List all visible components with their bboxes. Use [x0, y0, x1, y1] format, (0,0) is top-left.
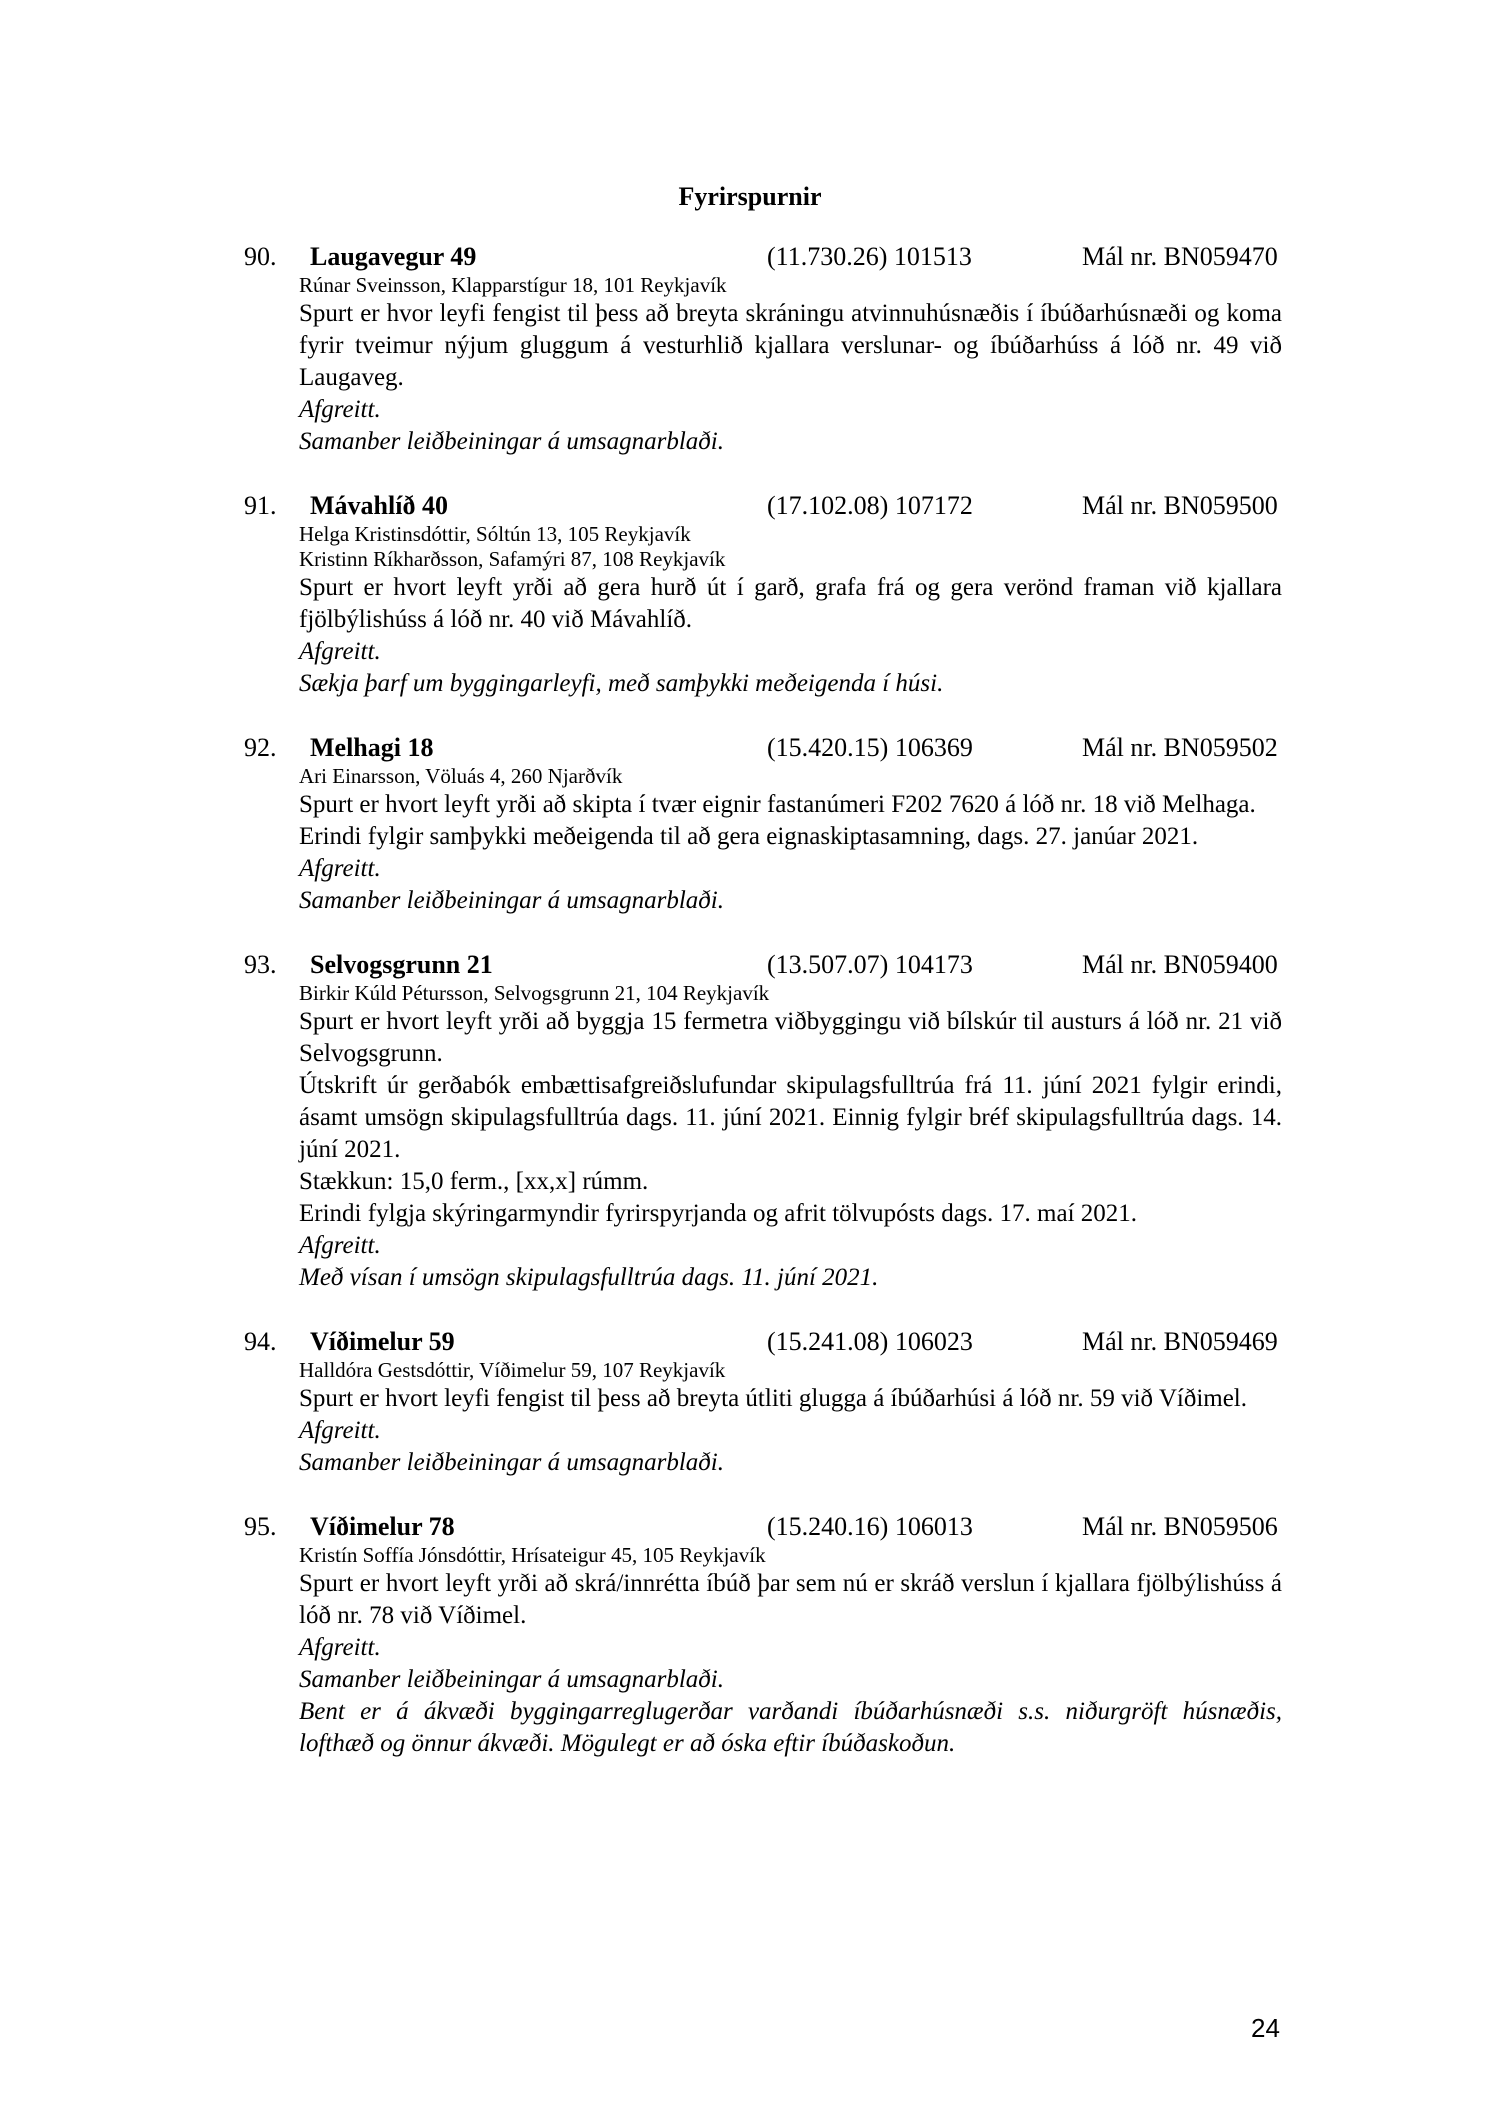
description-text: Útskrift úr gerðabók embættisafgreiðslufundar skipulagsfulltrúa frá 11. júní 2021 fylgir erindi, ásamt umsögn skipulagsfulltrúa dags. 11. júní 2021. Einnig fylgir bréf skipulagsfulltrúa dags. 14. júní 2021.: [299, 1072, 1282, 1163]
case-address: Laugavegur 49: [310, 242, 477, 271]
case-number: 95.: [244, 1512, 277, 1541]
decision-text: Bent er á ákvæði byggingarreglugerðar varðandi íbúðarhúsnæði s.s. niðurgröft húsnæðis, lofthæð og önnur ákvæði. Mögulegt er að óska eftir íbúðaskoðun.: [299, 1698, 1282, 1757]
decision-text: Samanber leiðbeiningar á umsagnarblaði.: [299, 887, 724, 914]
applicant-line: Rúnar Sveinsson, Klapparstígur 18, 101 Reykjavík: [299, 273, 727, 297]
case-header: [0, 489, 1500, 522]
decision-text: Afgreitt.: [299, 1634, 381, 1661]
case-reference: Mál nr. BN059502: [1082, 733, 1278, 762]
case-number: 92.: [244, 733, 277, 762]
description-text: Stækkun: 15,0 ferm., [xx,x] rúmm.: [299, 1168, 649, 1195]
description-text: Spurt er hvort leyft yrði að byggja 15 fermetra viðbyggingu við bílskúr til austurs á lóð nr. 21 við Selvogsgrunn.: [299, 1008, 1282, 1067]
description-text: Spurt er hvort leyft yrði að skrá/innrétta íbúð þar sem nú er skráð verslun í kjallara fjölbýlishúss á lóð nr. 78 við Víðimel.: [299, 1570, 1282, 1629]
applicant-line: Helga Kristinsdóttir, Sóltún 13, 105 Reykjavík: [299, 522, 691, 546]
description-text: Spurt er hvor leyfi fengist til þess að breyta skráningu atvinnuhúsnæðis í íbúðarhúsnæði og koma fyrir tveimur nýjum gluggum á vesturhlið kjallara verslunar- og íbúðarhúss á lóð nr. 49 við Laugaveg.: [299, 300, 1282, 391]
case-reference: Mál nr. BN059469: [1082, 1327, 1278, 1356]
case-header: [0, 240, 1500, 273]
case-entry: [0, 240, 1500, 458]
case-number: 91.: [244, 491, 277, 520]
case-header: [0, 1325, 1500, 1358]
decision-text: Samanber leiðbeiningar á umsagnarblaði.: [299, 1449, 724, 1476]
case-lot-id: (15.241.08) 106023: [767, 1327, 973, 1356]
case-body: [299, 1543, 1282, 1760]
description-text: Spurt er hvort leyft yrði að skipta í tvær eignir fastanúmeri F202 7620 á lóð nr. 18 við Melhaga.: [299, 791, 1256, 818]
case-entry: [0, 1325, 1500, 1479]
case-lot-id: (15.240.16) 106013: [767, 1512, 973, 1541]
decision-text: Afgreitt.: [299, 1417, 381, 1444]
case-reference: Mál nr. BN059506: [1082, 1512, 1278, 1541]
case-address: Víðimelur 78: [310, 1512, 455, 1541]
case-body: [299, 1358, 1282, 1479]
applicant-line: Kristín Soffía Jónsdóttir, Hrísateigur 45, 105 Reykjavík: [299, 1543, 766, 1567]
page-heading: Fyrirspurnir: [678, 182, 822, 211]
case-body: [299, 522, 1282, 700]
decision-text: Afgreitt.: [299, 396, 381, 423]
applicant-line: Kristinn Ríkharðsson, Safamýri 87, 108 Reykjavík: [299, 547, 726, 571]
description-text: Spurt er hvort leyfi fengist til þess að breyta útliti glugga á íbúðarhúsi á lóð nr. 59 við Víðimel.: [299, 1385, 1247, 1412]
case-number: 93.: [244, 950, 277, 979]
decision-text: Afgreitt.: [299, 638, 381, 665]
decision-text: Sækja þarf um byggingarleyfi, með samþykki meðeigenda í húsi.: [299, 670, 944, 697]
case-reference: Mál nr. BN059400: [1082, 950, 1278, 979]
case-address: Víðimelur 59: [310, 1327, 455, 1356]
decision-text: Með vísan í umsögn skipulagsfulltrúa dags. 11. júní 2021.: [299, 1264, 879, 1291]
decision-text: Samanber leiðbeiningar á umsagnarblaði.: [299, 1666, 724, 1693]
case-lot-id: (13.507.07) 104173: [767, 950, 973, 979]
case-address: Mávahlíð 40: [310, 491, 448, 520]
description-text: Erindi fylgja skýringarmyndir fyrirspyrjanda og afrit tölvupósts dags. 17. maí 2021.: [299, 1200, 1138, 1227]
case-lot-id: (17.102.08) 107172: [767, 491, 973, 520]
case-header: [0, 731, 1500, 764]
case-number: 94.: [244, 1327, 277, 1356]
case-reference: Mál nr. BN059470: [1082, 242, 1278, 271]
applicant-line: Birkir Kúld Pétursson, Selvogsgrunn 21, 104 Reykjavík: [299, 981, 770, 1005]
case-body: [299, 764, 1282, 917]
case-header: [0, 948, 1500, 981]
decision-text: Afgreitt.: [299, 855, 381, 882]
decision-text: Afgreitt.: [299, 1232, 381, 1259]
applicant-line: Halldóra Gestsdóttir, Víðimelur 59, 107 Reykjavík: [299, 1358, 726, 1382]
case-entry: [0, 1510, 1500, 1760]
case-lot-id: (15.420.15) 106369: [767, 733, 973, 762]
case-header: [0, 1510, 1500, 1543]
case-entry: [0, 731, 1500, 917]
applicant-line: Ari Einarsson, Völuás 4, 260 Njarðvík: [299, 764, 623, 788]
case-list: [0, 240, 1500, 1791]
description-text: Spurt er hvort leyft yrði að gera hurð út í garð, grafa frá og gera verönd framan við kjallara fjölbýlishúss á lóð nr. 40 við Mávahlíð.: [299, 574, 1282, 633]
case-number: 90.: [244, 242, 277, 271]
case-reference: Mál nr. BN059500: [1082, 491, 1278, 520]
page-number: 24: [1251, 2013, 1280, 2043]
case-lot-id: (11.730.26) 101513: [767, 242, 972, 271]
description-text: Erindi fylgir samþykki meðeigenda til að gera eignaskiptasamning, dags. 27. janúar 2021.: [299, 823, 1199, 850]
decision-text: Samanber leiðbeiningar á umsagnarblaði.: [299, 428, 724, 455]
case-entry: [0, 948, 1500, 1294]
case-address: Melhagi 18: [310, 733, 434, 762]
case-entry: [0, 489, 1500, 700]
case-body: [299, 273, 1282, 458]
case-body: [299, 981, 1282, 1294]
case-address: Selvogsgrunn 21: [310, 950, 493, 979]
